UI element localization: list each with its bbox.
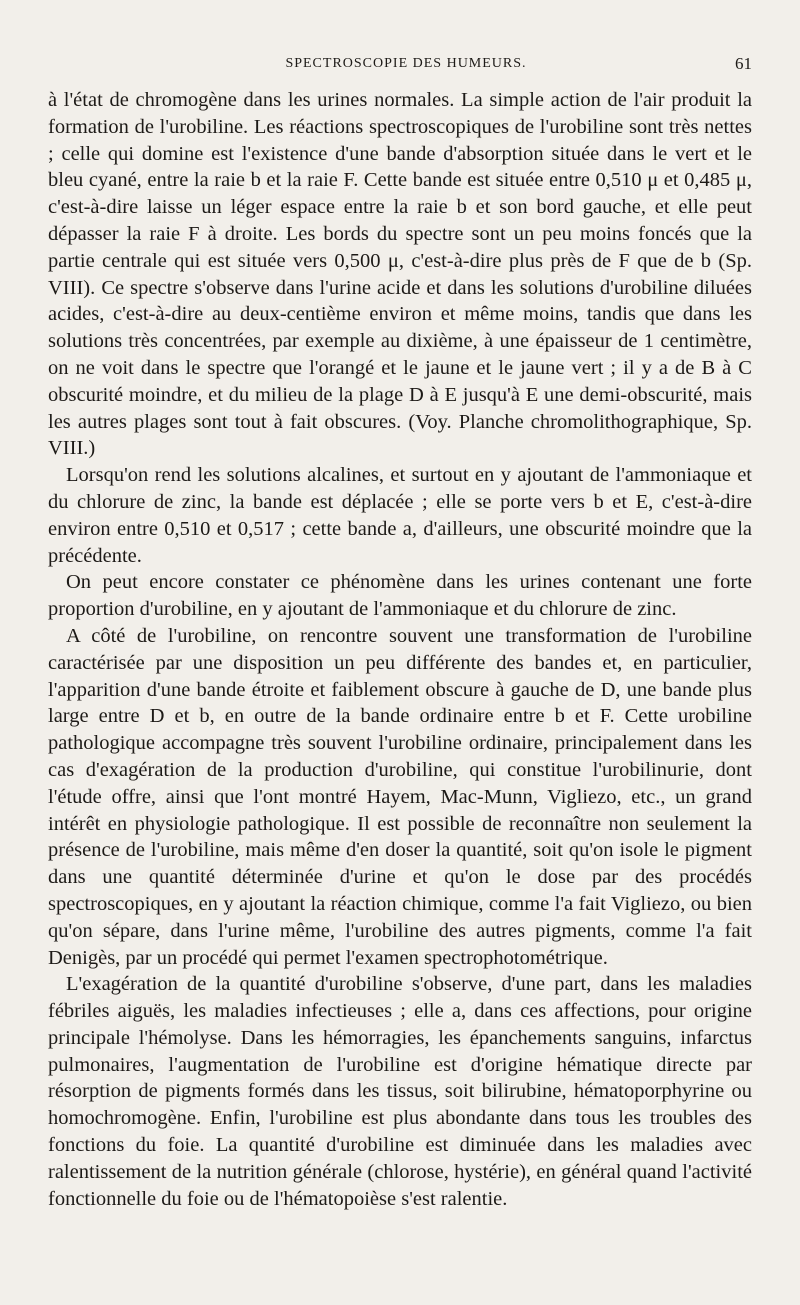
page-header xyxy=(60,52,752,76)
running-head: SPECTROSCOPIE DES HUMEURS. xyxy=(285,56,527,71)
body-text xyxy=(48,87,752,1212)
paragraph-2: Lorsqu'on rend les solutions alcalines, et surtout en y ajoutant de l'ammoniaque et du chlorure de zinc, la bande est déplacée ; elle se porte vers b et E, c'est-à-dire environ entre 0,510 et 0,517 ; cette bande a, d'ailleurs, une obscurité moindre que la précédente. xyxy=(48,464,752,567)
paragraph-1: à l'état de chromogène dans les urines normales. La simple action de l'air produit la formation de l'urobiline. Les réactions spectroscopiques de l'urobiline sont très nettes ; celle qui domine est l'existence d'une bande d'absorption située dans le vert et le bleu cyané, entre la raie b et la raie F. Cette bande est située entre 0,510 μ et 0,485 μ, c'est-à-dire laisse un léger espace entre la raie b et son bord gauche, et elle peut dépasser la raie F à droite. Les bords du spectre sont un peu moins foncés que la partie centrale qui est située vers 0,500 μ, c'est-à-dire plus près de F que de b (Sp. VIII). Ce spectre s'observe dans l'urine acide et dans les solutions d'urobiline diluées acides, c'est-à-dire au deux-centième environ et même moins, tandis que dans les solutions très concentrées, par exemple au dixième, à une épaisseur de 1 centimètre, on ne voit dans le spectre que l'orangé et le jaune et le jaune vert ; il y a de B à C obscurité moindre, et du milieu de la plage D à E jusqu'à E une demi-obscurité, mais les autres plages sont tout à fait obscures. (Voy. Planche chromolithographique, Sp. VIII.) xyxy=(48,89,752,460)
paragraph-3: On peut encore constater ce phénomène dans les urines contenant une forte proportion d'urobiline, en y ajoutant de l'ammoniaque et du chlorure de zinc. xyxy=(48,571,752,621)
paragraph-5: L'exagération de la quantité d'urobiline s'observe, d'une part, dans les maladies fébriles aiguës, les maladies infectieuses ; elle a, dans ces affections, pour origine principale l'hémolyse. Dans les hémorragies, les épanchements sanguins, infarctus pulmonaires, l'augmentation de l'urobiline est d'origine hématique directe par résorption de pigments formés dans les tissus, soit bilirubine, hématoporphyrine ou homochromogène. Enfin, l'urobiline est plus abondante dans tous les troubles des fonctions du foie. La quantité d'urobiline est diminuée dans les maladies avec ralentissement de la nutrition générale (chlorose, hystérie), en général quand l'activité fonctionnelle du foie ou de l'hématopoièse s'est ralentie. xyxy=(48,973,752,1210)
page-number: 61 xyxy=(735,54,752,73)
paragraph-4: A côté de l'urobiline, on rencontre souvent une transformation de l'urobiline caractérisée par une disposition un peu différente des bandes et, en particulier, l'apparition d'une bande étroite et faiblement obscure à gauche de D, une bande plus large entre D et b, en outre de la bande ordinaire entre b et F. Cette urobiline pathologique accompagne très souvent l'urobiline ordinaire, principalement dans les cas d'exagération de la production d'urobiline, qui constitue l'urobilinurie, dont l'étude offre, ainsi que l'ont montré Hayem, Mac-Munn, Vigliezo, etc., un grand intérêt en physiologie pathologique. Il est possible de reconnaître non seulement la présence de l'urobiline, mais même d'en doser la quantité, soit qu'on isole le pigment dans une quantité déterminée d'urine et qu'on le dose par des procédés spectroscopiques, en y ajoutant la réaction chimique, comme l'a fait Vigliezo, ou bien qu'on sépare, dans l'urine même, l'urobiline des autres pigments, comme l'a fait Denigès, par un procédé qui permet l'examen spectrophotométrique. xyxy=(48,624,752,969)
